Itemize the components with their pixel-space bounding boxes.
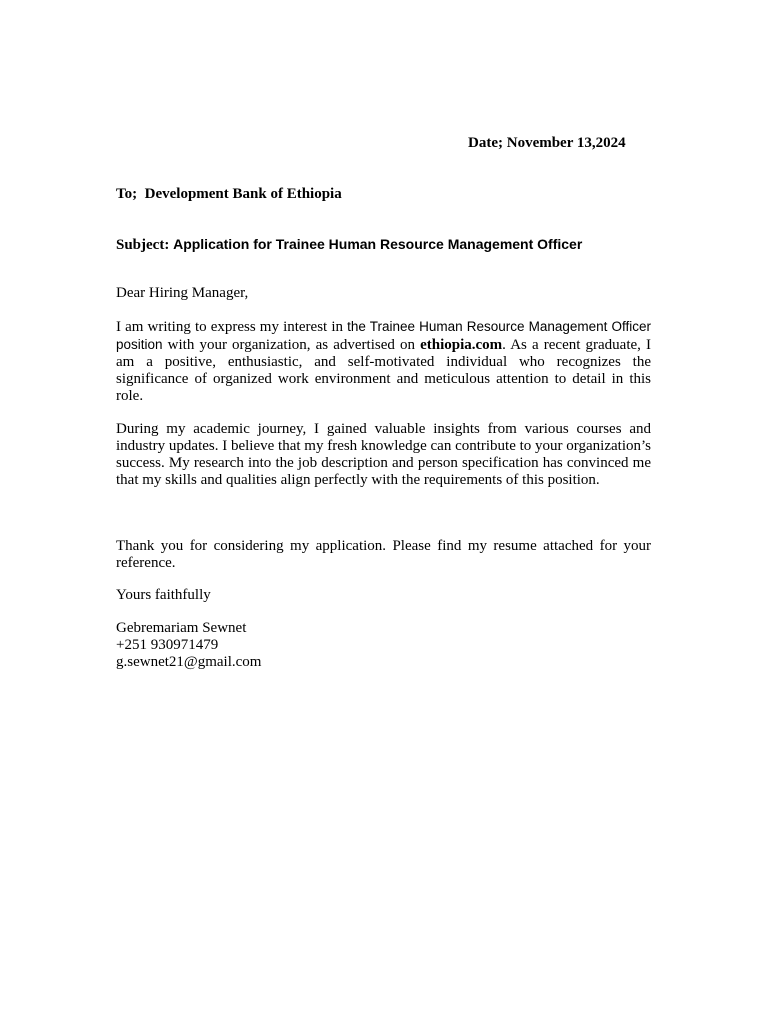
intro-part-c: with your organization, as advertised on xyxy=(162,337,421,353)
closing: Yours faithfully xyxy=(116,587,211,603)
intro-position: the Trainee Human Resource Management Officer position xyxy=(116,319,651,352)
subject-prefix: Subject: xyxy=(116,237,174,253)
signature-phone: +251 930971479 xyxy=(116,637,219,653)
letter-date: Date; November 13,2024 xyxy=(468,135,626,151)
letter-subject xyxy=(116,236,582,254)
intro-website: ethiopia.com xyxy=(420,337,503,353)
intro-part-e: . As a recent graduate, I am a positive, enthusiastic, and self-motivated individual who recognizes the significance of organized work environment and meticulous attention to detail in this role. xyxy=(116,337,651,404)
signature-email: g.sewnet21@gmail.com xyxy=(116,654,262,670)
subject-title: Application for Trainee Human Resource Management Officer xyxy=(173,236,583,252)
salutation: Dear Hiring Manager, xyxy=(116,285,249,301)
signature-name: Gebremariam Sewnet xyxy=(116,620,247,636)
intro-part-a: I am writing to express my interest in xyxy=(116,319,348,335)
paragraph-thanks: Thank you for considering my application. Please find my resume attached for your reference. xyxy=(116,538,651,571)
paragraph-intro xyxy=(116,318,651,405)
signature-block xyxy=(116,620,261,671)
letter-recipient: To; Development Bank of Ethiopia xyxy=(116,186,342,202)
paragraph-experience: During my academic journey, I gained valuable insights from various courses and industry updates. I believe that my fresh knowledge can contribute to your organization’s success. My research into the job description and person specification has convinced me that my skills and qualities align perfectly with the requirements of this position. xyxy=(116,421,651,488)
